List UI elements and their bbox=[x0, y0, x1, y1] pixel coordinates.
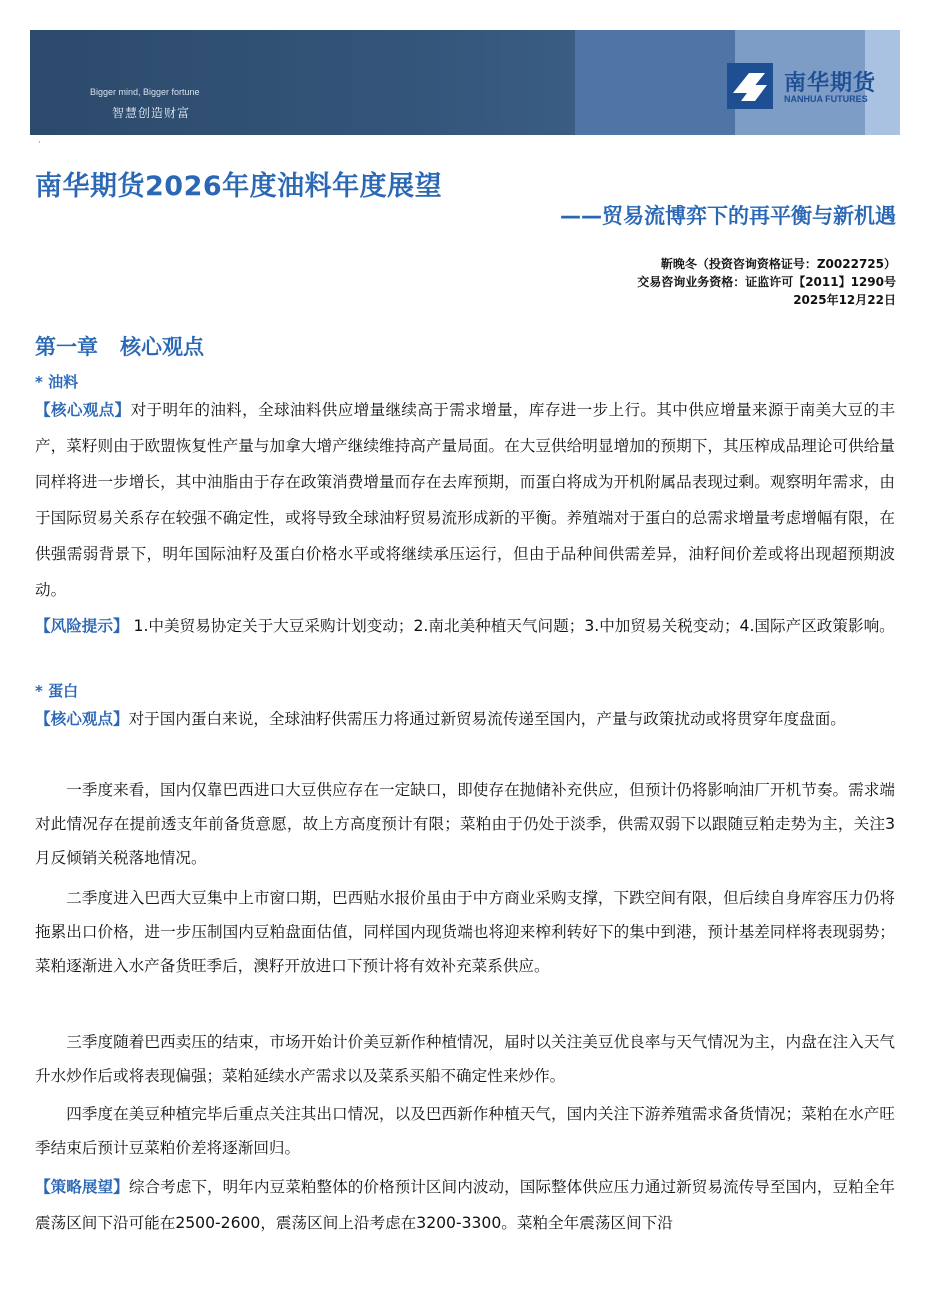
protein-core-text: 对于国内蛋白来说，全球油籽供需压力将通过新贸易流传递至国内，产量与政策扰动或将贯穿年度盘面。 bbox=[128, 710, 846, 728]
logo-text-english: NANHUA FUTURES bbox=[784, 94, 868, 104]
author-name: 靳晚冬（投资咨询资格证号：Z0022725） bbox=[660, 257, 896, 271]
risk-tag: 【风险提示】 bbox=[35, 617, 129, 635]
oilseed-core-text: 对于明年的油料，全球油料供应增量继续高于需求增量，库存进一步上行。其中供应增量来源于南美大豆的丰产，菜籽则由于欧盟恢复性产量与加拿大增产继续维持高产量局面。在大豆供给明显增加的预期下，其压榨成品理论可供给量同样将进一步增长，其中油脂由于存在政策消费增量而存在去库预期，而蛋白将成为开机附属品表现过剩。观察明年需求，由于国际贸易关系存在较强不确定性，或将导致全球油籽贸易流形成新的平衡。养殖端对于蛋白的总需求增量考虑增幅有限，在供强需弱背景下，明年国际油籽及蛋白价格水平或将继续承压运行，但由于品种间供需差异，油籽间价差或将出现超预期波动。 bbox=[35, 401, 895, 599]
protein-q4-paragraph: 四季度在美豆种植完毕后重点关注其出口情况，以及巴西新作种植天气，国内关注下游养殖需求备货情况；菜粕在水产旺季结束后预计豆菜粕价差将逐渐回归。 bbox=[35, 1105, 895, 1157]
author-license: 交易咨询业务资格：证监许可【2011】1290号 bbox=[637, 275, 896, 289]
nanhua-logo-icon bbox=[727, 63, 773, 109]
protein-strategy-paragraph bbox=[35, 1169, 895, 1241]
protein-core-paragraph bbox=[35, 701, 895, 737]
report-date: 2025年12月22日 bbox=[793, 293, 896, 307]
section-heading-oilseed: * 油料 bbox=[35, 373, 79, 391]
decorative-dot: · bbox=[38, 138, 41, 148]
chapter-heading bbox=[35, 331, 204, 361]
core-view-tag: 【核心观点】 bbox=[35, 710, 129, 728]
report-subtitle: ——贸易流博弈下的再平衡与新机遇 bbox=[560, 204, 896, 228]
core-view-tag: 【核心观点】 bbox=[35, 401, 131, 419]
protein-q2-paragraph: 二季度进入巴西大豆集中上市窗口期，巴西贴水报价虽由于中方商业采购支撑，下跌空间有限，但后续自身库容压力仍将拖累出口价格，进一步压制国内豆粕盘面估值，同样国内现货端也将迎来榨利转好下的集中到港，预计基差同样将表现弱势；菜粕逐渐进入水产备货旺季后，澳籽开放进口下预计将有效补充菜系供应。 bbox=[35, 889, 895, 975]
chapter-title: 核心观点 bbox=[120, 335, 204, 359]
header-banner bbox=[30, 30, 900, 135]
oilseed-risk-text: 1.中美贸易协定关于大豆采购计划变动；2.南北美种植天气问题；3.中加贸易关税变动；4.国际产区政策影响。 bbox=[128, 617, 895, 635]
logo-text-chinese: 南华期货 bbox=[784, 71, 877, 96]
banner-band bbox=[575, 30, 735, 135]
oilseed-core-paragraph bbox=[35, 392, 895, 608]
oilseed-risk-paragraph bbox=[35, 608, 895, 644]
protein-strategy-text: 综合考虑下，明年内豆菜粕整体的价格预计区间内波动，国际整体供应压力通过新贸易流传导至国内，豆粕全年震荡区间下沿可能在2500-2600，震荡区间上沿考虑在3200-3300。菜粕全年震荡区间下沿 bbox=[35, 1178, 895, 1232]
protein-q3-paragraph: 三季度随着巴西卖压的结束，市场开始计价美豆新作种植情况，届时以关注美豆优良率与天气情况为主，内盘在注入天气升水炒作后或将表现偏强；菜粕延续水产需求以及菜系买船不确定性来炒作。 bbox=[35, 1033, 895, 1085]
author-block bbox=[637, 255, 896, 309]
strategy-tag: 【策略展望】 bbox=[35, 1178, 129, 1196]
report-title: 南华期货2026年度油料年度展望 bbox=[35, 171, 443, 202]
chapter-number: 第一章 bbox=[35, 335, 98, 359]
slogan-chinese: 智慧创造财富 bbox=[112, 106, 191, 120]
slogan-english: Bigger mind, Bigger fortune bbox=[90, 87, 200, 97]
section-heading-protein: * 蛋白 bbox=[35, 682, 79, 700]
protein-q1-paragraph: 一季度来看，国内仅靠巴西进口大豆供应存在一定缺口，即使存在抛储补充供应，但预计仍将影响油厂开机节奏。需求端对此情况存在提前透支年前备货意愿，故上方高度预计有限；菜粕由于仍处于淡季，供需双弱下以跟随豆粕走势为主，关注3月反倾销关税落地情况。 bbox=[35, 781, 895, 867]
